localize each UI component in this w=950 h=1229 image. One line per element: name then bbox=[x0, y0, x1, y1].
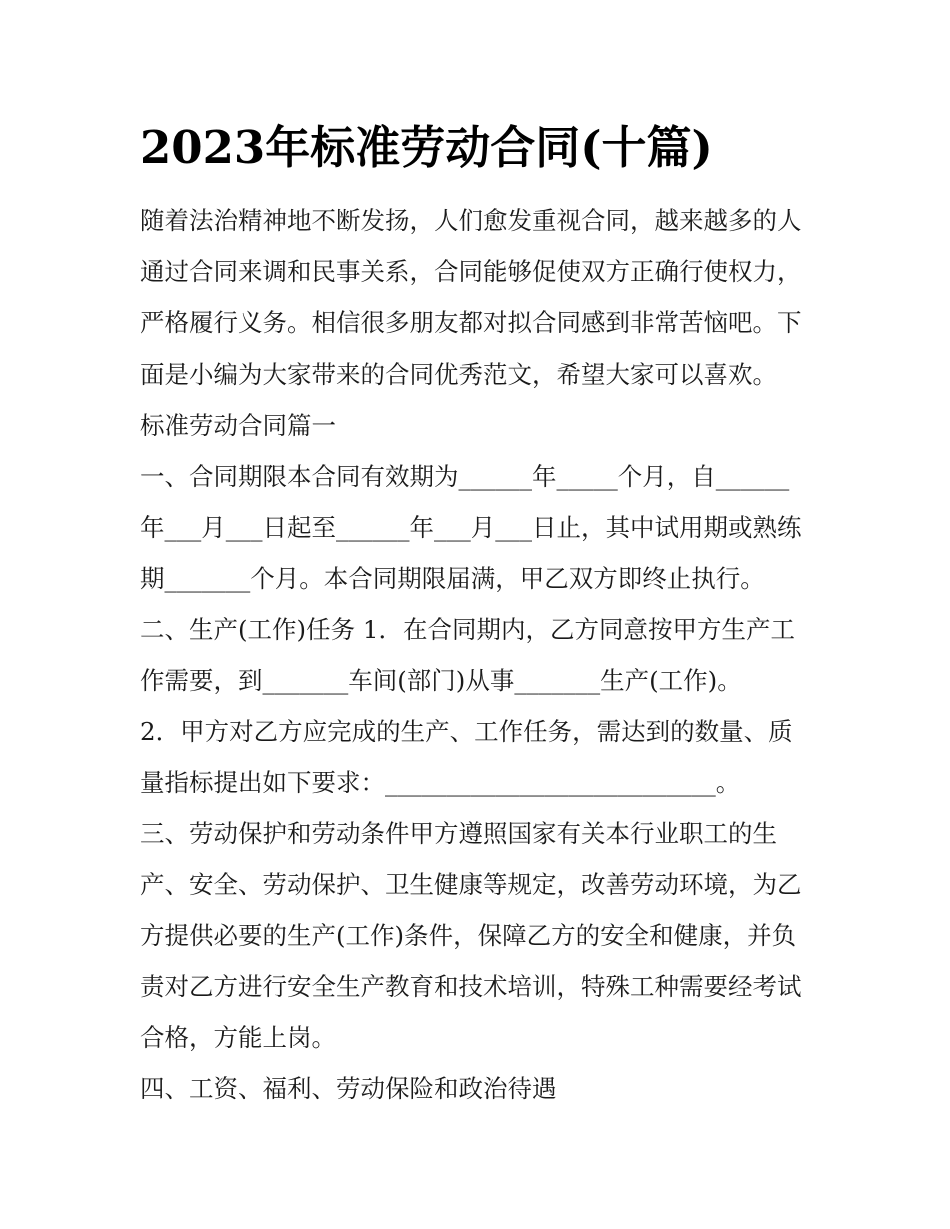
paragraph-line: 2．甲方对乙方应完成的生产、工作任务，需达到的数量、质 bbox=[140, 717, 793, 746]
paragraph-line: 责对乙方进行安全生产教育和技术培训，特殊工种需要经考试 bbox=[140, 972, 802, 1001]
paragraph-line: 合格，方能上岗。 bbox=[140, 1023, 336, 1052]
paragraph-line: 通过合同来调和民事关系，合同能够促使双方正确行使权力， bbox=[140, 257, 802, 286]
paragraph-line: 严格履行义务。相信很多朋友都对拟合同感到非常苦恼吧。下 bbox=[140, 308, 802, 337]
paragraph-line: 三、劳动保护和劳动条件甲方遵照国家有关本行业职工的生 bbox=[140, 819, 777, 848]
paragraph-line: 产、安全、劳动保护、卫生健康等规定，改善劳动环境，为乙 bbox=[140, 870, 802, 899]
section-heading: 四、工资、福利、劳动保险和政治待遇 bbox=[140, 1074, 557, 1103]
paragraph-line: 面是小编为大家带来的合同优秀范文，希望大家可以喜欢。 bbox=[140, 360, 777, 389]
paragraph-line: 年___月___日起至______年___月___日止，其中试用期或熟练 bbox=[140, 513, 802, 542]
paragraph-line: 量指标提出如下要求：___________________________。 bbox=[140, 768, 741, 797]
paragraph-line: 方提供必要的生产(工作)条件，保障乙方的安全和健康，并负 bbox=[140, 921, 797, 950]
paragraph-line: 作需要，到_______车间(部门)从事_______生产(工作)。 bbox=[140, 666, 742, 695]
paragraph-line: 期_______个月。本合同期限届满，甲乙双方即终止执行。 bbox=[140, 564, 765, 593]
document-title: 2023年标准劳动合同(十篇) bbox=[140, 121, 713, 174]
paragraph-line: 随着法治精神地不断发扬，人们愈发重视合同，越来越多的人 bbox=[140, 206, 802, 235]
section-heading: 标准劳动合同篇一 bbox=[140, 411, 336, 440]
paragraph-line: 二、生产(工作)任务 1．在合同期内，乙方同意按甲方生产工 bbox=[140, 615, 795, 644]
paragraph-line: 一、合同期限本合同有效期为______年_____个月，自______ bbox=[140, 462, 790, 491]
document-page bbox=[140, 0, 820, 1229]
